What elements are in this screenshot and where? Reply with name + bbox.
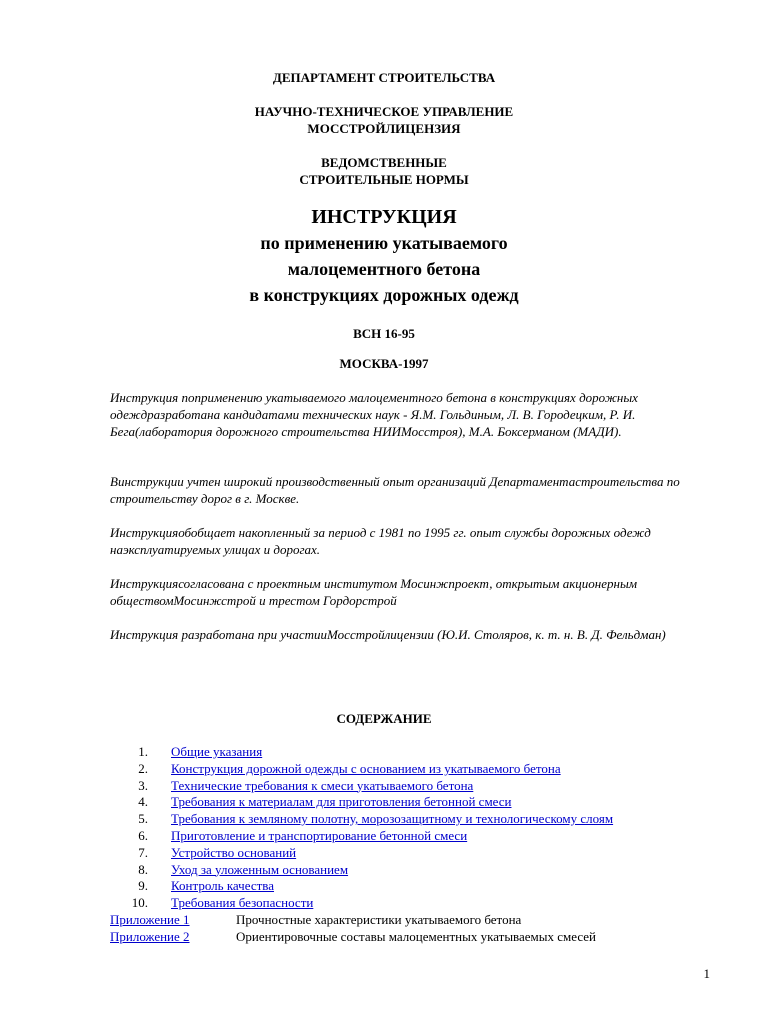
table-of-contents: [0, 744, 768, 946]
toc-item: [0, 811, 768, 828]
document-title: ИНСТРУКЦИЯ: [311, 206, 457, 228]
toc-item-number: 4.: [138, 794, 148, 810]
toc-link-subgrade-requirements[interactable]: Требования к земляному полотну, морозозащитному и технологическому слоям: [171, 811, 614, 827]
toc-item: [0, 778, 768, 795]
toc-item-number: 2.: [138, 760, 148, 776]
toc-item: [0, 744, 768, 761]
appendix-2-description: Ориентировочные составы малоцементных укатываемых смесей: [236, 928, 597, 944]
intro-paragraph-authors: Инструкция поприменению укатываемого малоцементного бетона в конструкциях дорожных одеждразработана кандидатами технических наук - Я.М. Гольдиным, Л. В. Городецким, Р. И. Бега(лаборатория дорожного строительства НИИМосстроя), М.А. Боксерманом (МАДИ).: [110, 390, 638, 439]
department-heading: ДЕПАРТАМЕНТ СТРОИТЕЛЬСТВА: [272, 70, 496, 85]
toc-item: [0, 862, 768, 879]
toc-appendix: [0, 929, 768, 946]
toc-item: [0, 761, 768, 778]
toc-item: [0, 895, 768, 912]
toc-item-number: 9.: [138, 878, 148, 894]
page-number: 1: [703, 966, 710, 981]
toc-item-number: 3.: [138, 777, 148, 793]
toc-title: СОДЕРЖАНИЕ: [336, 711, 432, 726]
toc-item: [0, 845, 768, 862]
toc-item: [0, 794, 768, 811]
intro-paragraph-participation: Инструкция разработана при участииМосстройлицензии (Ю.И. Столяров, к. т. н. В. Д. Фельдман): [110, 627, 666, 642]
intro-paragraph-experience: Винструкции учтен широкий производственный опыт организаций Департаментастроительства по строительству дорог в г. Москве.: [110, 474, 680, 506]
toc-item-number: 7.: [138, 844, 148, 860]
toc-link-quality-control[interactable]: Контроль качества: [171, 878, 275, 894]
norms-heading-line1: ВЕДОМСТВЕННЫЕ: [321, 155, 447, 170]
toc-link-mix-preparation[interactable]: Приготовление и транспортирование бетонной смеси: [171, 827, 468, 843]
toc-item: [0, 878, 768, 895]
toc-item-number: 1.: [138, 744, 148, 759]
toc-item-number: 8.: [138, 861, 148, 877]
appendix-1-link[interactable]: Приложение 1: [110, 911, 190, 927]
toc-item-number: 6.: [138, 827, 148, 843]
toc-item: [0, 828, 768, 845]
toc-link-base-construction[interactable]: Устройство оснований: [171, 844, 297, 860]
document-subtitle-line3: в конструкциях дорожных одежд: [249, 285, 519, 305]
document-subtitle-line1: по применению укатываемого: [260, 233, 508, 253]
toc-link-technical-requirements[interactable]: Технические требования к смеси укатываемого бетона: [171, 777, 474, 793]
toc-link-pavement-structure[interactable]: Конструкция дорожной одежды с основанием из укатываемого бетона: [171, 760, 561, 776]
city-year: МОСКВА-1997: [339, 356, 429, 371]
intro-paragraph-approval: Инструкциясогласована с проектным институтом Мосинжпроект, открытым акционерным обществомМосинжстрой и трестом Гордорстрой: [110, 576, 638, 608]
toc-link-material-requirements[interactable]: Требования к материалам для приготовления бетонной смеси: [171, 794, 512, 810]
directorate-heading-line2: МОССТРОЙЛИЦЕНЗИЯ: [307, 121, 461, 136]
intro-paragraph-summary: Инструкцияобобщает накопленный за период с 1981 по 1995 гг. опыт службы дорожных одежд наэксплуатируемых улицах и дорогах.: [110, 525, 651, 557]
toc-link-safety-requirements[interactable]: Требования безопасности: [171, 895, 314, 911]
toc-link-base-curing[interactable]: Уход за уложенным основанием: [171, 861, 349, 877]
norms-heading-line2: СТРОИТЕЛЬНЫЕ НОРМЫ: [299, 172, 469, 187]
toc-appendix: [0, 912, 768, 929]
appendix-2-link[interactable]: Приложение 2: [110, 928, 190, 944]
toc-item-number: 5.: [138, 811, 148, 827]
toc-link-general[interactable]: Общие указания: [171, 744, 263, 759]
toc-item-number: 10.: [131, 895, 148, 911]
directorate-heading-line1: НАУЧНО-ТЕХНИЧЕСКОЕ УПРАВЛЕНИЕ: [254, 104, 514, 119]
appendix-1-description: Прочностные характеристики укатываемого бетона: [236, 911, 522, 927]
document-code: ВСН 16-95: [353, 326, 415, 341]
document-subtitle-line2: малоцементного бетона: [287, 259, 481, 279]
